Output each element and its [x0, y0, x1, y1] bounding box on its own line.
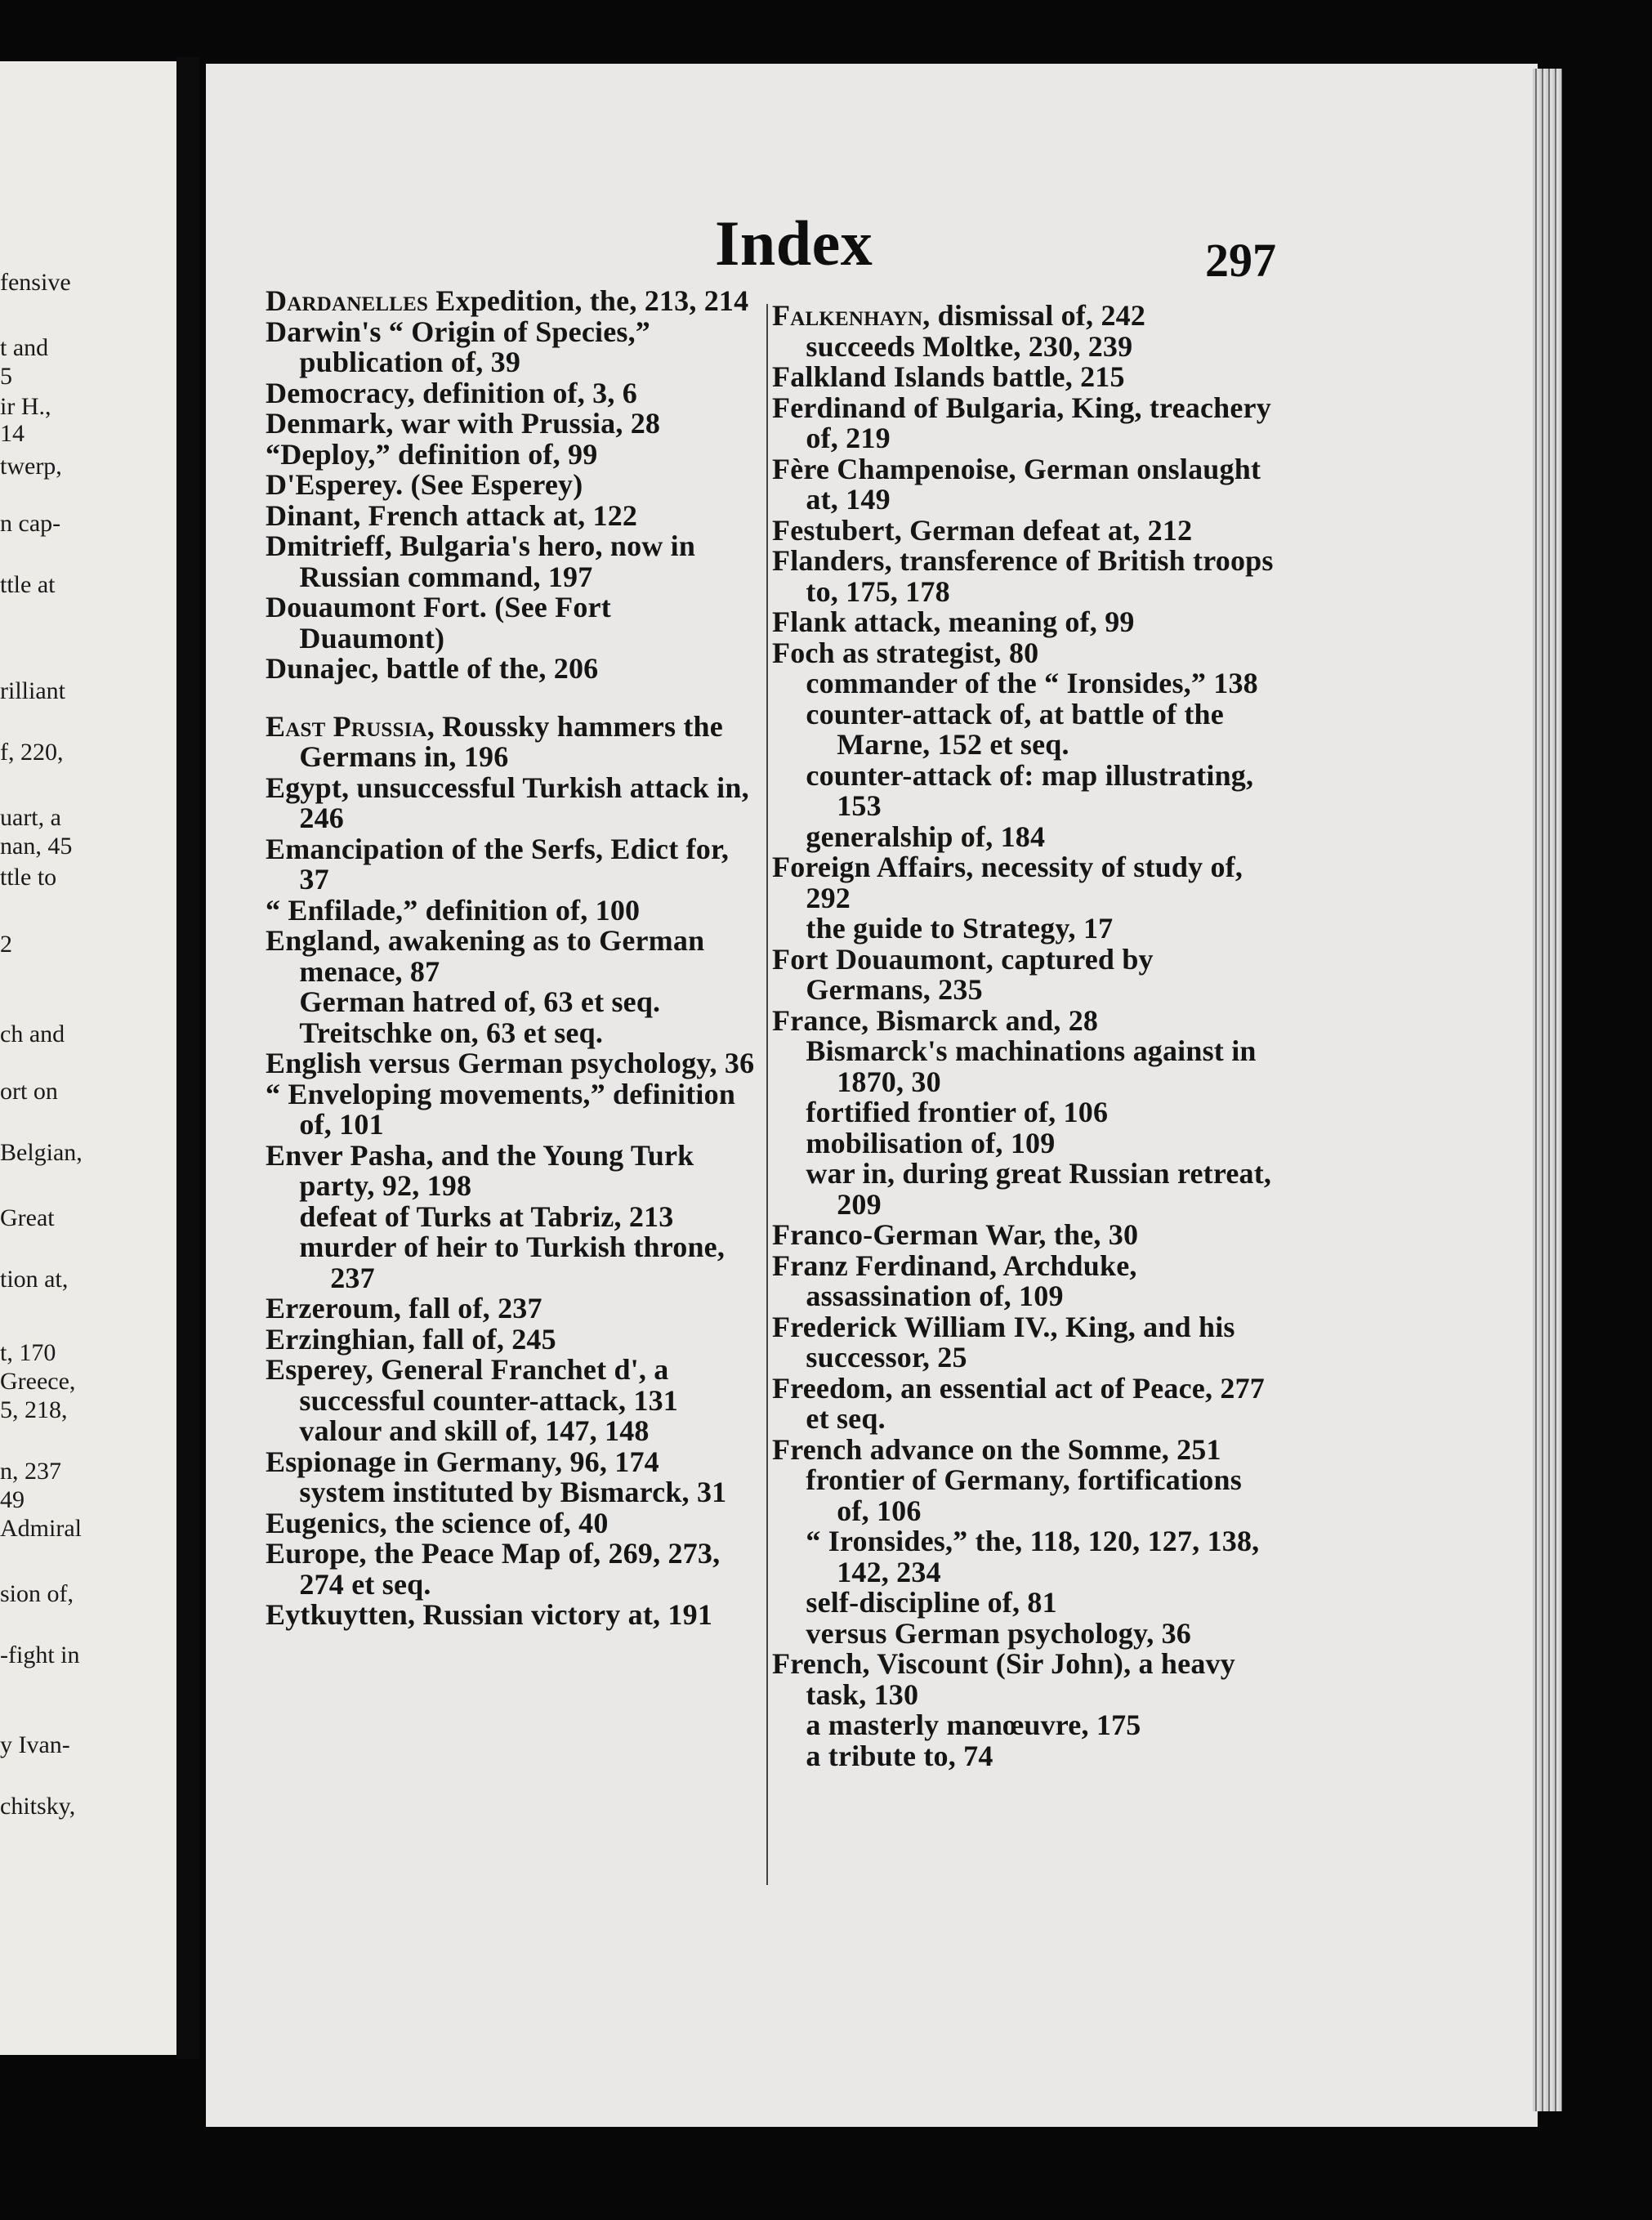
- index-subentry: [772, 1465, 1279, 1526]
- index-entry-text: a masterly manœuvre, 175: [806, 1709, 1141, 1741]
- index-entry-text: valour and skill of, 147, 148: [299, 1414, 650, 1447]
- page-edges: [1533, 69, 1562, 2111]
- index-entry-text: “ Ironsides,” the, 118, 120, 127, 138, 142, 234: [806, 1525, 1260, 1588]
- index-entry-text: Falkland Islands battle, 215: [772, 360, 1125, 393]
- column-divider: [766, 304, 768, 1885]
- index-entry: [772, 393, 1279, 454]
- index-entry-text: fortified frontier of, 106: [806, 1096, 1109, 1128]
- index-entry-text: Enver Pasha, and the Young Turk party, 92, 198: [266, 1138, 694, 1202]
- index-entry-text: Foreign Affairs, necessity of study of, 292: [772, 851, 1243, 914]
- index-entry-text: Franz Ferdinand, Archduke, assassination of, 109: [772, 1248, 1137, 1312]
- facing-page-text: twerp,: [0, 453, 62, 480]
- index-entry-text: Fère Champenoise, German onslaught at, 149: [772, 452, 1261, 516]
- index-entry-text: Festubert, German defeat at, 212: [772, 513, 1193, 547]
- index-entry-text: frontier of Germany, fortifications of, 106: [806, 1463, 1242, 1527]
- index-entry-text: murder of heir to Turkish throne, 237: [299, 1231, 726, 1294]
- index-entry-text: “Deploy,” definition of, 99: [266, 437, 598, 471]
- facing-page-text: y Ivan-: [0, 1731, 70, 1758]
- facing-page-text: fensive: [0, 269, 71, 296]
- index-entry-text: counter-attack of: map illustrating, 153: [806, 758, 1254, 822]
- index-entry-text: system instituted by Bismarck, 31: [299, 1476, 727, 1508]
- index-entry: [772, 1003, 1279, 1037]
- facing-page-text: sion of,: [0, 1580, 74, 1607]
- index-entry-text: Douaumont Fort. (See Fort Duaumont): [266, 591, 611, 654]
- section-gap: [266, 685, 756, 712]
- index-entry-text: “ Enveloping movements,” definition of, 101: [266, 1077, 736, 1141]
- index-subentry: [266, 987, 756, 1018]
- index-entry: [266, 1508, 756, 1539]
- index-subentry: [772, 758, 1279, 822]
- index-entry-text: succeeds Moltke, 230, 239: [806, 329, 1133, 363]
- index-entry: [266, 592, 756, 654]
- index-entry: [266, 1293, 756, 1324]
- facing-page-text: ttle at: [0, 571, 56, 598]
- index-entry-text: generalship of, 184: [806, 820, 1046, 853]
- index-entry-text: Franco-German War, the, 30: [772, 1218, 1139, 1251]
- index-subentry: [266, 1232, 756, 1293]
- index-entry: [266, 1600, 756, 1631]
- index-entry: [266, 1324, 756, 1356]
- index-entry-text: Flank attack, meaning of, 99: [772, 605, 1135, 638]
- index-entry-text: Eytkuytten, Russian victory at, 191: [266, 1598, 713, 1631]
- index-entry-text: Dinant, French attack at, 122: [266, 498, 638, 532]
- facing-page-fragment: [0, 61, 185, 2055]
- index-entry-text: Frederick William IV., King, and his successor, 25: [772, 1310, 1235, 1374]
- facing-page-text: rilliant: [0, 677, 65, 704]
- index-subentry: [772, 1097, 1279, 1128]
- index-entry-text: Flanders, transference of British troops to, 175, 178: [772, 544, 1274, 608]
- book-spine: [176, 57, 199, 2059]
- index-entry: [772, 1649, 1279, 1710]
- index-entry-text: Expedition, the, 213, 214: [428, 284, 749, 317]
- index-entry-text: Erzeroum, fall of, 237: [266, 1292, 542, 1324]
- index-entry: [266, 1079, 756, 1141]
- index-entry: [266, 531, 756, 592]
- index-entry: [772, 1371, 1279, 1435]
- facing-page-text: 5: [0, 363, 12, 390]
- index-entry: [266, 1539, 756, 1600]
- index-entry: [266, 1048, 756, 1079]
- facing-page-text: chitsky,: [0, 1793, 76, 1820]
- index-entry: [266, 409, 756, 440]
- index-entry-text: war in, during great Russian retreat, 209: [806, 1157, 1272, 1221]
- index-entry-text: French advance on the Somme, 251: [772, 1432, 1221, 1466]
- index-entry-text: Foch as strategist, 80: [772, 636, 1039, 669]
- index-entry-head: Falkenhayn: [772, 299, 923, 332]
- index-entry: [266, 654, 756, 685]
- facing-page-text: Admiral: [0, 1515, 82, 1542]
- facing-page-text: ch and: [0, 1021, 65, 1047]
- index-entry: [266, 470, 756, 501]
- index-subentry: [772, 1036, 1279, 1097]
- index-entry: [266, 1138, 756, 1202]
- facing-page-text: t and: [0, 334, 49, 361]
- index-entry-text: Darwin's “ Origin of Species,” publication of, 39: [266, 315, 650, 378]
- index-subentry: [772, 1741, 1279, 1772]
- index-entry-text: Erzinghian, fall of, 245: [266, 1322, 556, 1356]
- index-entry-text: Denmark, war with Prussia, 28: [266, 407, 661, 440]
- index-entry-text: a tribute to, 74: [806, 1739, 993, 1772]
- index-entry: [266, 1447, 756, 1478]
- index-entry-text: Ferdinand of Bulgaria, King, treachery of, 219: [772, 391, 1271, 454]
- index-entry-text: Espionage in Germany, 96, 174: [266, 1445, 659, 1478]
- index-entry: [772, 301, 1279, 332]
- index-entry: [266, 437, 756, 471]
- index-entry: [772, 1312, 1279, 1374]
- index-entry-text: England, awakening as to German menace, 87: [266, 924, 705, 988]
- index-subentry: [772, 1616, 1279, 1650]
- index-entry-head: Dardanelles: [266, 284, 429, 317]
- index-entry-text: Egypt, unsuccessful Turkish attack in, 246: [266, 771, 749, 834]
- index-entry: [772, 607, 1279, 638]
- index-entry-text: , Roussky hammers the Germans in, 196: [299, 709, 723, 773]
- index-entry-text: France, Bismarck and, 28: [772, 1003, 1099, 1037]
- facing-page-text: Greece,: [0, 1368, 76, 1395]
- index-entry-text: Freedom, an essential act of Peace, 277 et seq.: [772, 1371, 1265, 1435]
- index-entry: [772, 1248, 1279, 1312]
- index-entry: [266, 926, 756, 987]
- facing-page-text: Great: [0, 1204, 55, 1231]
- page-title: Index: [715, 208, 873, 279]
- index-entry-text: Democracy, definition of, 3, 6: [266, 376, 637, 409]
- index-entry-text: self-discipline of, 81: [806, 1586, 1057, 1619]
- index-entry-text: commander of the “ Ironsides,” 138: [806, 667, 1258, 699]
- facing-page-text: nan, 45: [0, 833, 73, 860]
- index-subentry: [772, 1128, 1279, 1159]
- index-entry: [772, 1432, 1279, 1466]
- index-entry-text: , dismissal of, 242: [922, 299, 1146, 332]
- index-entry-text: defeat of Turks at Tabriz, 213: [299, 1199, 674, 1233]
- index-entry: [772, 546, 1279, 607]
- index-entry-text: Europe, the Peace Map of, 269, 273, 274 et seq.: [266, 1537, 721, 1601]
- index-entry: [772, 638, 1279, 669]
- index-subentry: [772, 668, 1279, 699]
- index-entry: [266, 893, 756, 927]
- index-entry: [266, 317, 756, 378]
- index-entry: [266, 286, 756, 317]
- index-entry: [266, 773, 756, 834]
- index-subentry: [772, 1710, 1279, 1741]
- index-entry-text: “ Enfilade,” definition of, 100: [266, 893, 641, 927]
- index-column-right: [772, 301, 1279, 1771]
- index-entry: [266, 834, 756, 896]
- index-subentry: [266, 1416, 756, 1447]
- index-column-left: [266, 286, 756, 1631]
- page-number: 297: [1205, 234, 1276, 287]
- index-entry: [772, 454, 1279, 516]
- index-entry-text: mobilisation of, 109: [806, 1126, 1056, 1159]
- facing-page-text: n cap-: [0, 510, 61, 537]
- index-subentry: [266, 1199, 756, 1233]
- index-subentry: [266, 1477, 756, 1508]
- facing-page-text: 5, 218,: [0, 1396, 68, 1423]
- facing-page-text: -fight in: [0, 1642, 80, 1668]
- facing-page-text: 14: [0, 420, 25, 447]
- index-entry-text: Bismarck's machinations against in 1870, 30: [806, 1034, 1257, 1098]
- index-entry-text: Emancipation of the Serfs, Edict for, 37: [266, 832, 730, 896]
- index-entry: [266, 709, 756, 773]
- index-entry-text: Dunajec, battle of the, 206: [266, 652, 599, 685]
- index-entry-text: D'Esperey. (See Esperey): [266, 468, 583, 501]
- index-subentry: [772, 1526, 1279, 1588]
- facing-page-text: f, 220,: [0, 739, 64, 766]
- facing-page-text: uart, a: [0, 804, 61, 831]
- index-subentry: [266, 1018, 756, 1049]
- index-entry: [772, 852, 1279, 913]
- facing-page-text: n, 237: [0, 1458, 61, 1485]
- index-entry-text: versus German psychology, 36: [806, 1616, 1192, 1650]
- facing-page-text: ttle to: [0, 864, 57, 891]
- index-entry-head: East Prussia: [266, 709, 427, 743]
- index-entry: [772, 513, 1279, 547]
- index-entry-text: counter-attack of, at battle of the Marne, 152 et seq.: [806, 697, 1224, 761]
- index-entry-text: Esperey, General Franchet d', a successful counter-attack, 131: [266, 1353, 678, 1417]
- index-entry-text: German hatred of, 63 et seq.: [299, 985, 661, 1018]
- facing-page-text: 49: [0, 1486, 25, 1513]
- index-subentry: [772, 329, 1279, 363]
- index-entry: [772, 362, 1279, 393]
- index-entry: [772, 1220, 1279, 1251]
- index-subentry: [772, 1159, 1279, 1220]
- facing-page-text: Belgian,: [0, 1139, 83, 1166]
- index-entry: [266, 1355, 756, 1416]
- facing-page-text: t, 170: [0, 1339, 56, 1366]
- index-entry-text: French, Viscount (Sir John), a heavy task, 130: [772, 1647, 1235, 1711]
- facing-page-text: ir H.,: [0, 393, 51, 420]
- index-subentry: [772, 699, 1279, 761]
- index-entry-text: Treitschke on, 63 et seq.: [299, 1016, 604, 1049]
- facing-page-text: 2: [0, 931, 12, 958]
- index-subentry: [772, 1588, 1279, 1619]
- index-entry: [772, 942, 1279, 1006]
- index-subentry: [772, 822, 1279, 853]
- index-entry-text: Fort Douaumont, captured by Germans, 235: [772, 942, 1154, 1006]
- index-entry-text: Eugenics, the science of, 40: [266, 1506, 609, 1539]
- index-entry-text: English versus German psychology, 36: [266, 1047, 755, 1079]
- index-entry: [266, 378, 756, 409]
- index-entry-text: Dmitrieff, Bulgaria's hero, now in Russian command, 197: [266, 529, 696, 593]
- index-subentry: [772, 913, 1279, 945]
- index-entry: [266, 498, 756, 532]
- facing-page-text: tion at,: [0, 1266, 69, 1293]
- index-entry-text: the guide to Strategy, 17: [806, 912, 1114, 945]
- facing-page-text: ort on: [0, 1078, 58, 1105]
